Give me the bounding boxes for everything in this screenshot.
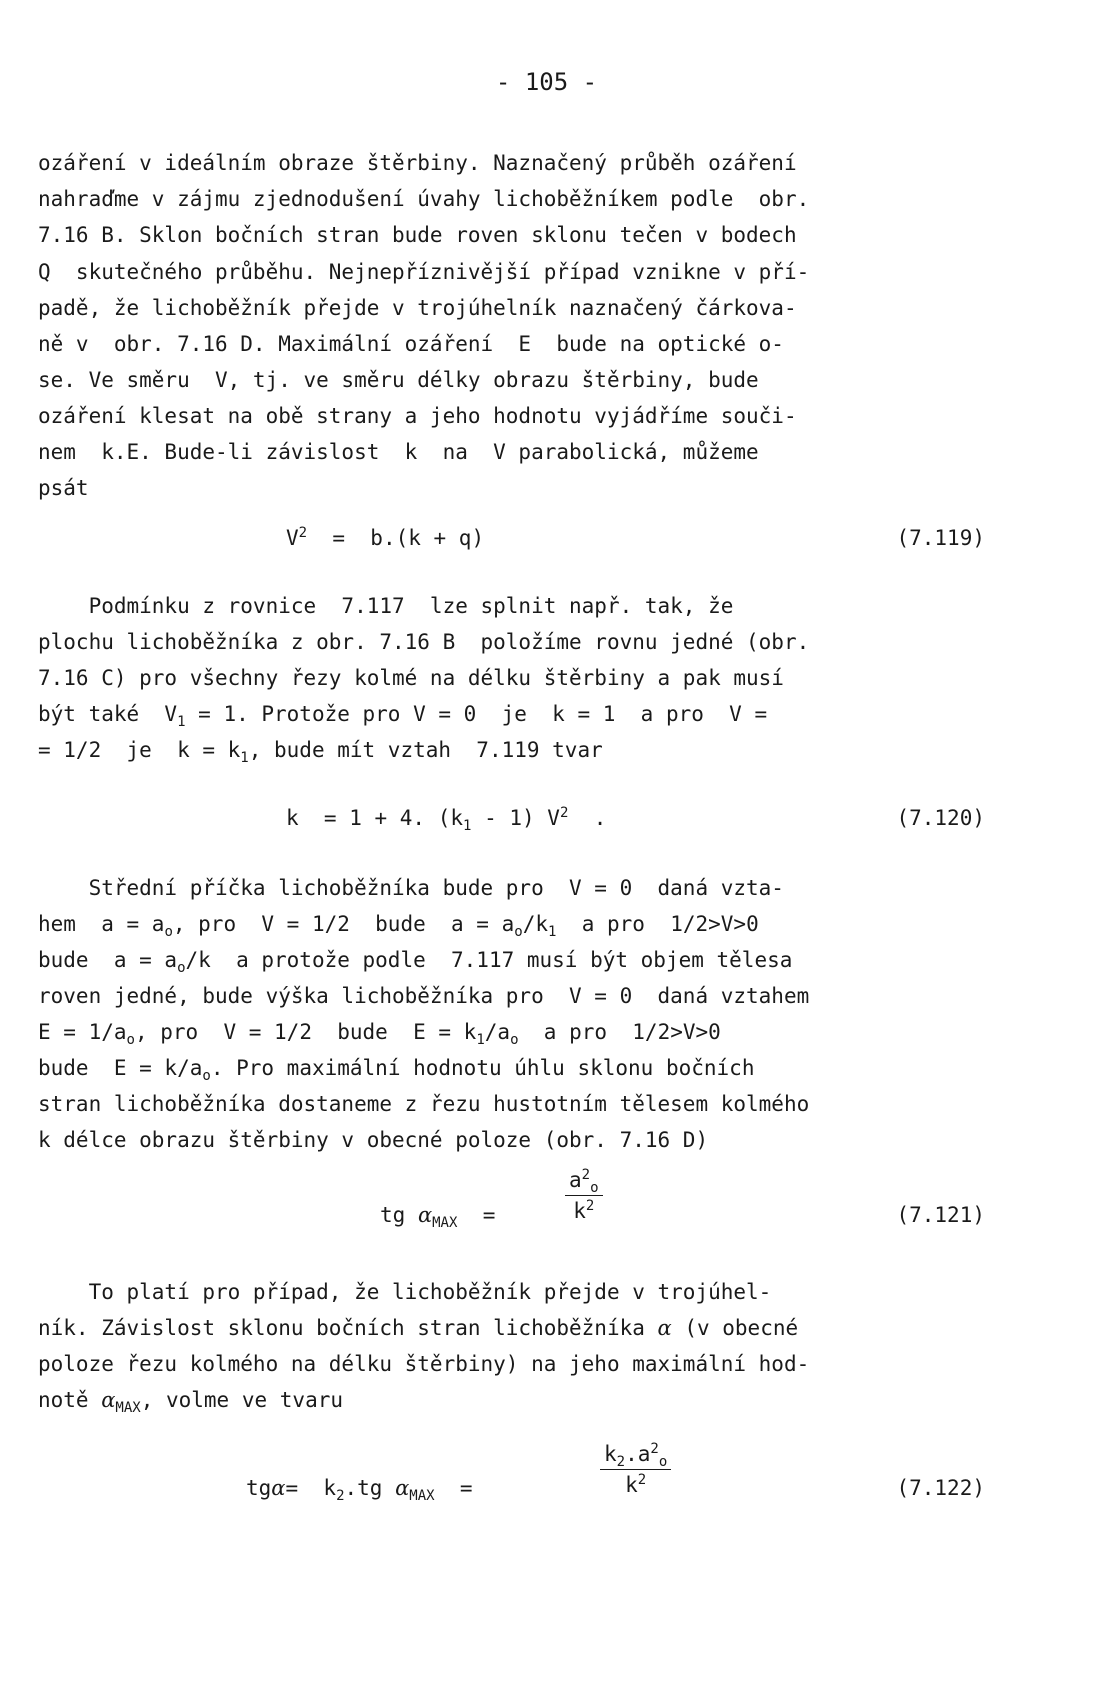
text-line: poloze řezu kolmého na délku štěrbiny) na jeho maximální hod- xyxy=(38,1352,810,1376)
text-line: = 1/2 je $k = k_1$, bude mít vztah 7.119 tvar xyxy=(38,738,603,767)
equation-7-120: k = 1 + 4. $(k_1 - 1)$ $V^2$ . xyxy=(286,805,607,835)
fraction: $a^2_o$ $k^2$ xyxy=(565,1168,603,1223)
text-line: se. Ve směru V, tj. ve směru délky obrazu štěrbiny, bude xyxy=(38,368,759,392)
text-line: 7.16 B. Sklon bočních stran bude roven sklonu tečen v bodech xyxy=(38,223,797,247)
equation-7-122: $tg\alpha= k_2.tg$ $\alpha_{MAX}$ = xyxy=(246,1476,473,1505)
text-line: bude $a = a_o/k$ a protože podle 7.117 musí být objem tělesa xyxy=(38,948,793,977)
page-number: - 105 - xyxy=(495,68,598,96)
equation-number: (7.122) xyxy=(896,1476,985,1500)
text-line: plochu lichoběžníka z obr. 7.16 B položíme rovnu jedné (obr. xyxy=(38,630,810,654)
text-line: notě $\alpha_{MAX}$, volme ve tvaru xyxy=(38,1388,343,1417)
text-line: ozáření klesat na obě strany a jeho hodnotu vyjádříme souči- xyxy=(38,404,797,428)
equation-number: (7.120) xyxy=(896,806,985,830)
text-line: To platí pro případ, že lichoběžník přejde v trojúhel- xyxy=(38,1280,772,1304)
text-line: Střední příčka lichoběžníka bude pro V = 0 daná vzta- xyxy=(38,876,784,900)
text-line: Podmínku z rovnice 7.117 lze splnit např. tak, že xyxy=(38,594,734,618)
text-line: padě, že lichoběžník přejde v trojúhelník naznačený čárkova- xyxy=(38,296,797,320)
text-line: 7.16 C) pro všechny řezy kolmé na délku štěrbiny a pak musí xyxy=(38,666,784,690)
text-line: roven jedné, bude výška lichoběžníka pro V = 0 daná vztahem xyxy=(38,984,810,1008)
text-line: ozáření v ideálním obraze štěrbiny. Naznačený průběh ozáření xyxy=(38,151,797,175)
text-line: Q skutečného průběhu. Nejnepříznivější případ vznikne v pří- xyxy=(38,260,810,284)
text-line: $E = 1/a_o$, pro V = 1/2 bude $E = k_1/a_o$ a pro 1/2>V>0 xyxy=(38,1020,721,1049)
fraction: $k_2.a^2_o$ $k^2$ xyxy=(600,1442,671,1497)
equation-7-119: $V^2 = b.(k + q)$ xyxy=(286,525,485,550)
text-line: hem $a = a_o$, pro V = 1/2 bude $a = a_o/k_1$ a pro 1/2>V>0 xyxy=(38,912,759,941)
text-line: bude $E = k/a_o$. Pro maximální hodnotu úhlu sklonu bočních xyxy=(38,1056,755,1085)
text-line: ně v obr. 7.16 D. Maximální ozáření E bude na optické o- xyxy=(38,332,784,356)
equation-number: (7.119) xyxy=(896,526,985,550)
text-line: k délce obrazu štěrbiny v obecné poloze (obr. 7.16 D) xyxy=(38,1128,709,1152)
text-line: být také $V_1 = 1$. Protože pro V = 0 je k = 1 a pro V = xyxy=(38,702,768,731)
equation-number: (7.121) xyxy=(896,1203,985,1227)
equation-7-121: tg $\alpha_{MAX}$ = xyxy=(380,1203,496,1232)
text-line: stran lichoběžníka dostaneme z řezu hustotním tělesem kolmého xyxy=(38,1092,810,1116)
text-line: nahraďme v zájmu zjednodušení úvahy lichoběžníkem podle obr. xyxy=(38,187,810,211)
text-line: ník. Závislost sklonu bočních stran lichoběžníka α (v obecné xyxy=(38,1316,799,1340)
text-line: psát xyxy=(38,476,89,500)
text-line: nem k.E. Bude-li závislost k na V parabolická, můžeme xyxy=(38,440,759,464)
